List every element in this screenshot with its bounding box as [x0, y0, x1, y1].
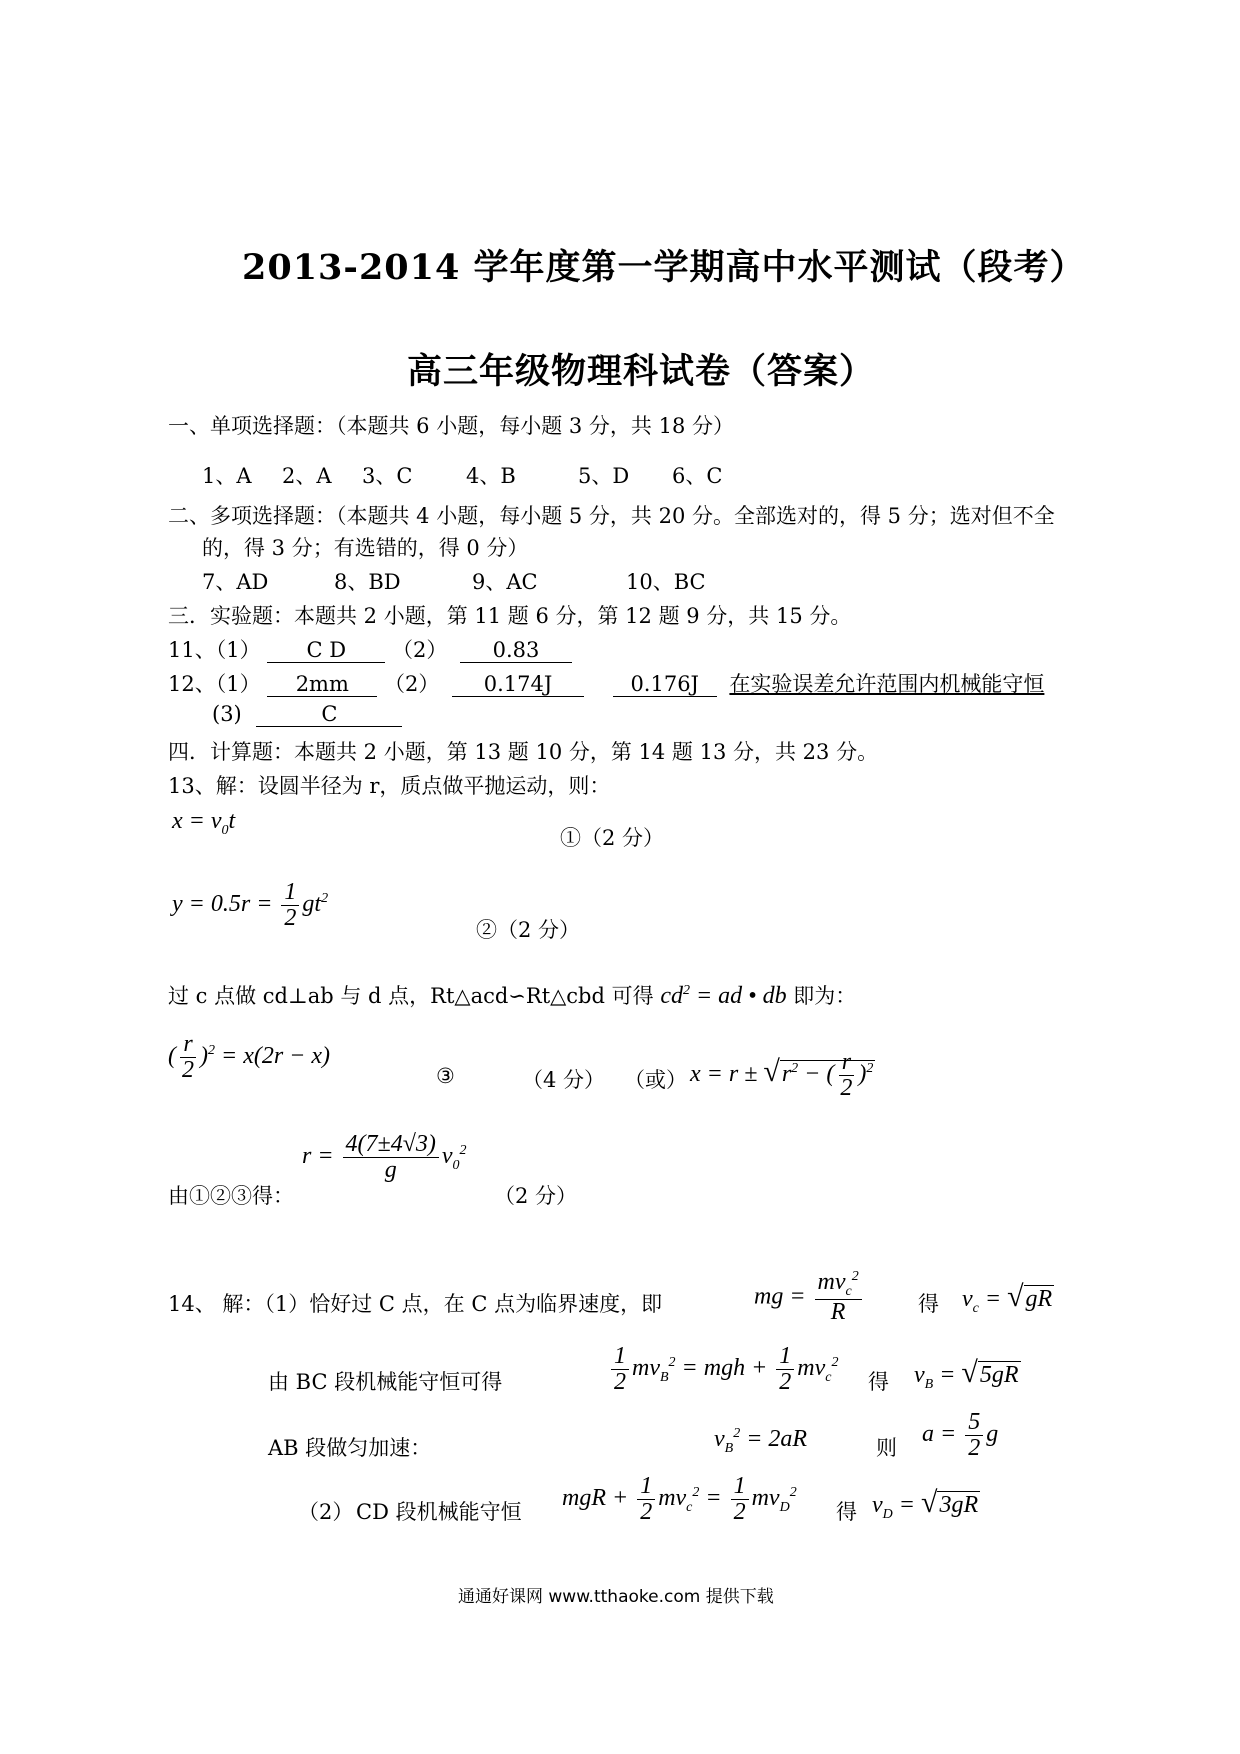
page-subtitle: 高三年级物理科试卷（答案） — [407, 351, 876, 392]
q12-part3-label: (3) — [212, 702, 242, 726]
q13-equation-2-score: ②（2 分） — [476, 918, 581, 942]
q14-cd-text: CD 段机械能守恒 — [356, 1500, 522, 1524]
q12-answer-3: 0.176J — [613, 672, 717, 697]
answer-7: 7、AD — [202, 570, 269, 594]
q12-part2-label: （2） — [383, 672, 440, 696]
q14-equation-vc: $v_c = √gR$ — [962, 1280, 1053, 1316]
q13-result-equation: r = $\frac{4(7\pm 4√3)}{g}$ $v_0^2$ — [302, 1131, 467, 1184]
answer-1: 1、A — [202, 464, 252, 488]
q12-answer-5: C — [256, 702, 402, 727]
q14-part2-label: （2） — [298, 1500, 354, 1524]
q12-answer-2: 0.174J — [452, 672, 584, 697]
q14-equation-vd: $v_D = √3gR$ — [872, 1486, 979, 1522]
answer-5: 5、D — [578, 464, 630, 488]
q11-label: 11、（1） — [168, 638, 261, 662]
section4-heading: 四．计算题：本题共 2 小题，第 13 题 10 分，第 14 题 13 分，共 23 分。 — [168, 740, 879, 764]
q13-equation-3-score: （4 分） — [522, 1068, 606, 1092]
answer-2: 2、A — [282, 464, 332, 488]
q11-answer-1: C D — [267, 638, 385, 663]
q13-equation-3-mark: ③ — [436, 1064, 455, 1088]
q13-result-label: 由①②③得： — [168, 1184, 294, 1208]
q13-line-3-end: 即为： — [793, 984, 857, 1008]
q12-line-2 — [212, 702, 402, 727]
q14-ab-text: AB 段做匀加速： — [268, 1436, 432, 1460]
q13-equation-3: ( $\frac{r}{2}$ )$^2$ = x(2r − x) — [168, 1031, 331, 1084]
q14-equation-ab: $v_B^2 = 2aR$ — [714, 1426, 808, 1456]
answer-10: 10、BC — [626, 570, 706, 594]
q12-answer-4: 在实验误差允许范围内机械能守恒 — [729, 672, 1045, 696]
q14-de-1: 得 — [918, 1292, 939, 1316]
answer-9: 9、AC — [472, 570, 538, 594]
q13-intro: 13、解：设圆半径为 r，质点做平抛运动，则： — [168, 774, 611, 798]
q14-equation-a: a = $\frac{5}{2}$ g — [922, 1409, 999, 1462]
q14-ze: 则 — [876, 1436, 897, 1460]
q11-part2-label: （2） — [391, 638, 448, 662]
q14-de-2: 得 — [868, 1370, 889, 1394]
answer-8: 8、BD — [334, 570, 401, 594]
q13-equation-3-or: （或） — [624, 1068, 687, 1092]
q14-intro: 14、 解：（1）恰好过 C 点，在 C 点为临界速度，即 — [168, 1292, 663, 1316]
q11-line — [168, 634, 572, 664]
q14-equation-centripetal: mg = $\frac{mv_c^2}{R}$ — [754, 1270, 865, 1326]
q13-equation-cd: $cd^2$ = ad • db — [660, 983, 787, 1009]
footer-text: 通通好课网 www.tthaoke.com 提供下载 — [458, 1587, 774, 1607]
q13-equation-1-score: ①（2 分） — [560, 826, 665, 850]
q13-result-score: （2 分） — [494, 1184, 578, 1208]
section3-heading: 三．实验题：本题共 2 小题，第 11 题 6 分，第 12 题 9 分，共 15 分。 — [168, 604, 852, 628]
q14-bc-text: 由 BC 段机械能守恒可得 — [268, 1370, 503, 1394]
q14-equation-bc: $\frac{1}{2}$ $mv_B^2$ = mgh + $\frac{1}{2}$ $mv_c^2$ — [608, 1344, 838, 1395]
q13-equation-2: y = 0.5r = $\frac{1}{2}$ $gt^2$ — [172, 879, 329, 932]
q12-answer-1: 2mm — [267, 672, 377, 697]
answer-3: 3、C — [362, 464, 413, 488]
q11-answer-2: 0.83 — [460, 638, 572, 663]
q13-equation-3-alt: $x = r \pm √r^2$ − ( $\frac{r}{2}$ )$^2$ — [690, 1049, 874, 1102]
section2-heading-line2: 的，得 3 分；有选错的，得 0 分） — [202, 536, 529, 560]
answer-6: 6、C — [672, 464, 723, 488]
q14-de-3: 得 — [836, 1500, 857, 1524]
q12-label: 12、（1） — [168, 672, 261, 696]
q13-line-3 — [168, 980, 856, 1010]
q13-equation-1: $x = v_0t$ — [172, 808, 236, 838]
answer-4: 4、B — [466, 464, 516, 488]
q14-equation-cd: mgR + $\frac{1}{2}$ $mv_c^2$ = $\frac{1}{2}$ $mv_D^2$ — [562, 1473, 797, 1526]
q13-line-3-text: 过 c 点做 cd⊥ab 与 d 点，Rt△acd∽Rt△cbd 可得 — [168, 984, 654, 1008]
q12-line — [168, 668, 1044, 698]
q14-equation-vb: $v_B = √5gR$ — [914, 1356, 1019, 1392]
section2-heading-line1: 二、多项选择题：（本题共 4 小题，每小题 5 分，共 20 分。全部选对的，得 5 分；选对但不全 — [168, 504, 1055, 528]
section1-heading: 一、单项选择题：（本题共 6 小题，每小题 3 分，共 18 分） — [168, 414, 734, 438]
page-title: 2013-2014 学年度第一学期高中水平测试（段考） — [242, 247, 1086, 288]
